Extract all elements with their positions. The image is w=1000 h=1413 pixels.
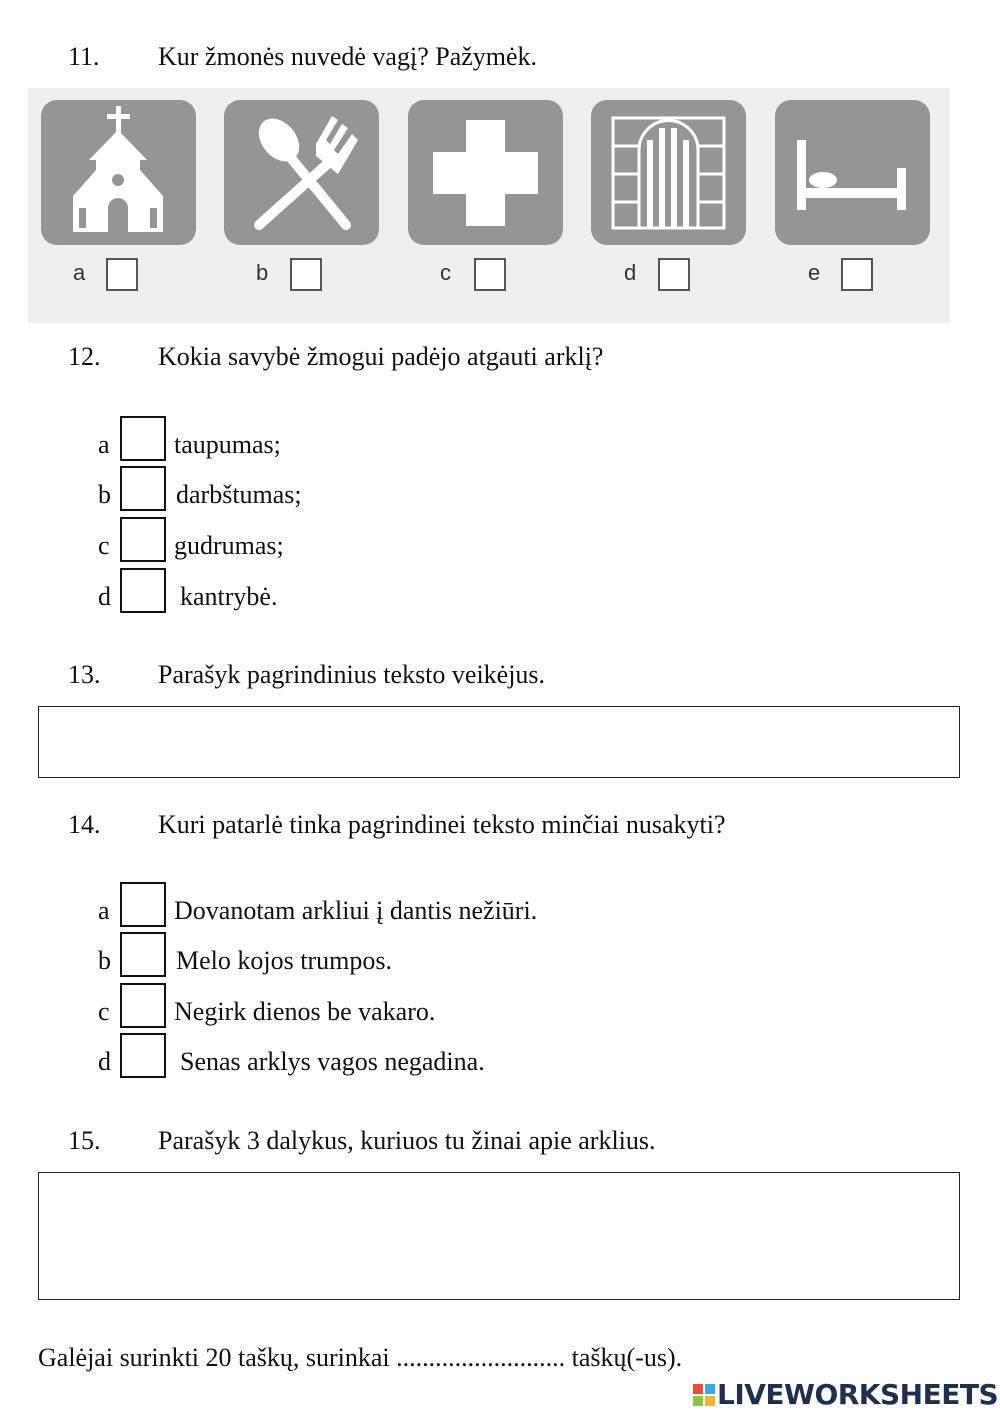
place-options-panel — [28, 88, 950, 323]
option-tile-b[interactable] — [224, 100, 379, 245]
option-tile-d[interactable] — [591, 100, 746, 245]
option-letter: c — [98, 531, 110, 560]
prison-window-icon — [591, 100, 746, 245]
option-letter: d — [98, 582, 111, 611]
option-text: Melo kojos trumpos. — [176, 946, 392, 975]
checkbox-b[interactable] — [290, 258, 322, 291]
option-letter: b — [98, 946, 111, 975]
checkbox[interactable] — [120, 932, 166, 977]
option-letter: a — [98, 896, 110, 925]
question-text: Kokia savybė žmogui padėjo atgauti arklį? — [158, 342, 604, 371]
question-number: 13. — [68, 660, 101, 689]
question-text: Kuri patarlė tinka pagrindinei teksto minčiai nusakyti? — [158, 810, 726, 839]
option-letter-d: d — [624, 260, 637, 285]
option-text: Negirk dienos be vakaro. — [174, 997, 436, 1026]
option-tile-c[interactable] — [408, 100, 563, 245]
question-number: 11. — [68, 42, 100, 71]
answer-box-15[interactable] — [38, 1172, 960, 1300]
brand-wordmark: LIVEWORKSHEETS — [717, 1378, 999, 1411]
option-text: taupumas; — [174, 430, 281, 459]
checkbox-a[interactable] — [106, 258, 138, 291]
checkbox[interactable] — [120, 416, 166, 461]
option-text: Senas arklys vagos negadina. — [180, 1047, 485, 1076]
option-text: gudrumas; — [174, 531, 284, 560]
question-text: Kur žmonės nuvedė vagį? Pažymėk. — [158, 42, 538, 71]
option-text: kantrybė. — [180, 582, 278, 611]
checkbox-c[interactable] — [474, 258, 506, 291]
option-letter-c: c — [440, 260, 451, 285]
option-letter-a: a — [73, 260, 86, 285]
question-text: Parašyk pagrindinius teksto veikėjus. — [158, 660, 546, 689]
option-letter-b: b — [256, 260, 269, 285]
checkbox[interactable] — [120, 882, 166, 927]
question-number: 12. — [68, 342, 101, 371]
option-letter: c — [98, 997, 110, 1026]
checkbox[interactable] — [120, 517, 166, 562]
score-line: Galėjai surinkti 20 taškų, surinkai .......................... taškų(-us). — [38, 1343, 683, 1372]
option-text: darbštumas; — [176, 480, 302, 509]
checkbox-e[interactable] — [841, 258, 873, 291]
question-number: 15. — [68, 1126, 101, 1155]
bed-icon — [775, 100, 930, 245]
option-letter: b — [98, 480, 111, 509]
church-icon — [41, 100, 196, 245]
answer-box-13[interactable] — [38, 706, 960, 778]
question-number: 14. — [68, 810, 101, 839]
option-text: Dovanotam arkliui į dantis nežiūri. — [174, 896, 538, 925]
option-letter: d — [98, 1047, 111, 1076]
liveworksheets-logo-icon — [693, 1384, 715, 1406]
checkbox[interactable] — [120, 983, 166, 1028]
option-letter: a — [98, 430, 110, 459]
option-tile-e[interactable] — [775, 100, 930, 245]
question-text: Parašyk 3 dalykus, kuriuos tu žinai apie arklius. — [158, 1126, 656, 1155]
checkbox[interactable] — [120, 1033, 166, 1078]
checkbox[interactable] — [120, 466, 166, 511]
medical-cross-icon — [408, 100, 563, 245]
checkbox[interactable] — [120, 568, 166, 613]
fork-spoon-icon — [224, 100, 379, 245]
option-letter-e: e — [808, 260, 821, 285]
option-tile-a[interactable] — [41, 100, 196, 245]
checkbox-d[interactable] — [658, 258, 690, 291]
